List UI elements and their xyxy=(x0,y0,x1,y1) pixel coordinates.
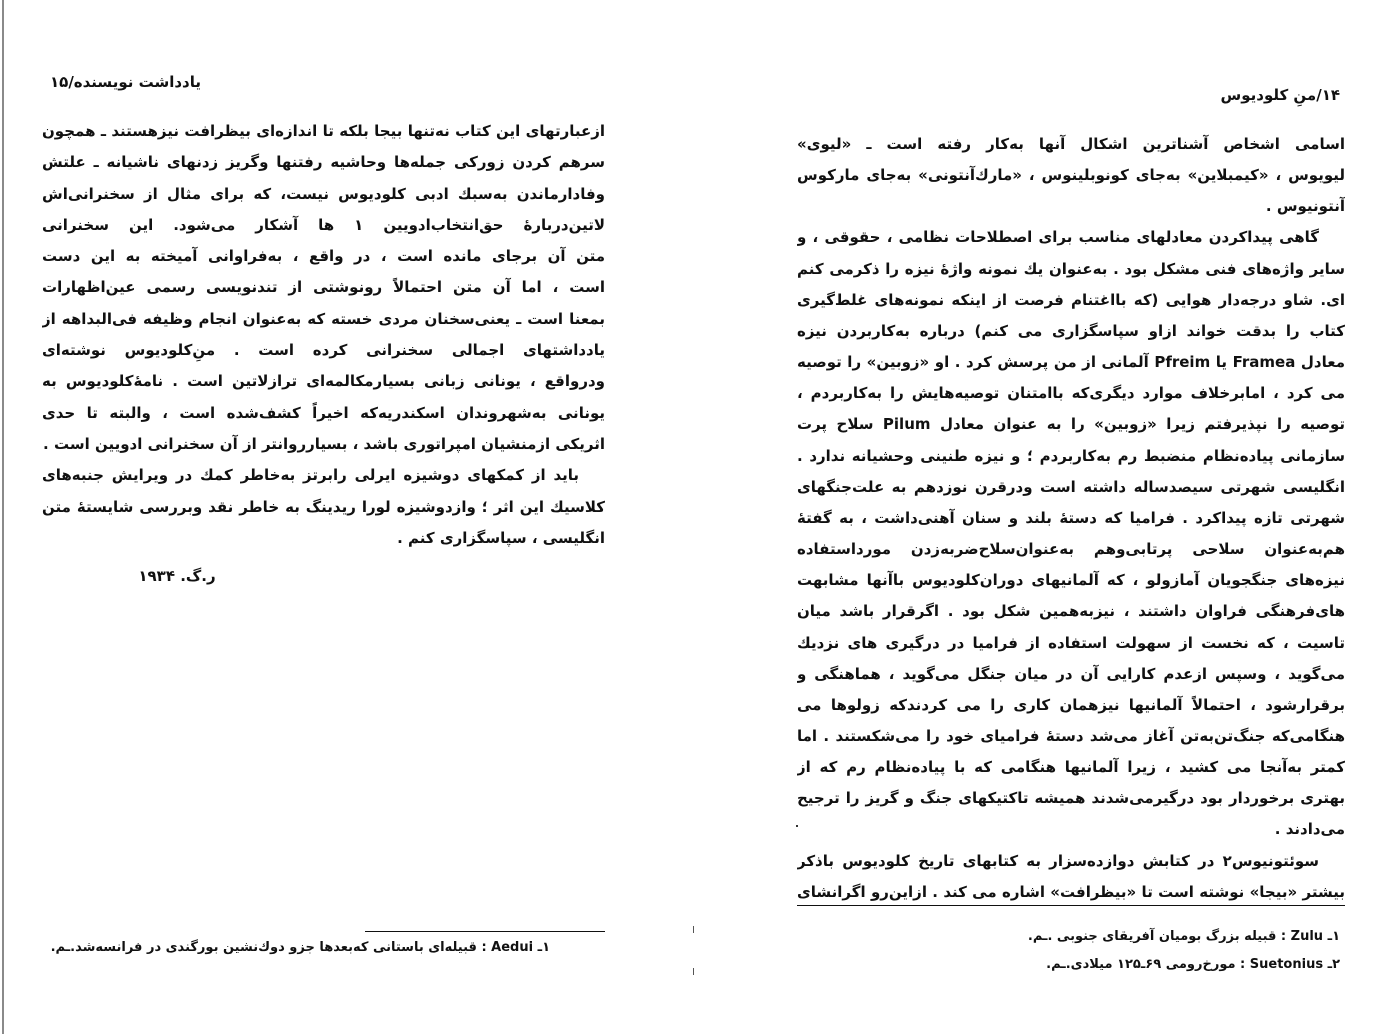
scan-mark xyxy=(693,968,694,975)
right-body-line: بهتری برخوردار بود درگیرمی‌شدند همیشه تاکتیکهای جنگ و گریز را ترجیح xyxy=(797,789,1345,808)
right-footnote-2: ۲ـ Suetonius : مورخ‌رومی ۶۹ـ۱۲۵ میلادی.ـم. xyxy=(1046,957,1340,972)
left-footnote-rule xyxy=(365,931,605,932)
right-body-line: شهرتی تازه پیداکرد . فرامیا که دستهٔ بلند و سنان آهنی‌داشت ، به گفتهٔ xyxy=(797,508,1345,527)
left-body-line: متن آن برجای مانده است ، در واقع ، به‌فراوانی آمیخته به این دست xyxy=(42,247,605,266)
right-body-line: توصیه را نپذیرفتم زیرا «زوبین» را به عنوان معادل Pilum سلاح پرت xyxy=(797,415,1345,434)
left-body-line: ازعبارتهای این کتاب نه‌تنها بیجا بلکه تا اندازه‌ای بیظرافت نیزهستند ـ همچون xyxy=(42,122,605,140)
right-body-line: هنگامی‌که جنگ‌تن‌به‌تن آغاز می‌شد دستهٔ فرامیای خود را می‌شکستند . اما xyxy=(797,726,1345,745)
left-body-line: اثریکی ازمنشیان امپراتوری باشد ، بسیارروانتر از آن سخنرانی ادویین است . xyxy=(43,434,605,453)
left-body-line: بمعنا است ـ یعنی‌سخنان مردی خسته که به‌عنوان انجام وظیفه فی‌البداهه از xyxy=(42,309,605,328)
right-body-line: برقرارشود ، احتمالاً آلمانیها نیزهمان کاری را می کردندکه زولوها می xyxy=(797,695,1345,714)
right-body-line: کتاب را بدقت خواند ازاو سپاسگزاری می کنم) درباره به‌کاربردن نیزه xyxy=(797,321,1345,340)
right-body-line: تاسیت ، که نخست از سهولت استفاده از فرامیا در درگیری های نزدیك xyxy=(797,633,1345,652)
left-body-line: کلاسیك این اثر ؛ وازدوشیزه لورا ریدینگ به خاطر نقد وبررسی شایستهٔ متن xyxy=(42,497,605,516)
left-body-line: است ، اما آن متن احتمالاً رونوشتی از تندنویسی رسمی عین‌اظهارات xyxy=(42,278,605,297)
left-body-line: ودرواقع ، یونانی زبانی بسیارمکالمه‌ای ترازلاتین است . نامهٔ‌کلودیوس به xyxy=(42,372,605,391)
right-footnote-rule xyxy=(797,905,1345,906)
left-body-line: لاتین‌دربارهٔ حق‌انتخاب‌ادویین ۱ ها آشکار می‌شود. این سخنرانی xyxy=(42,215,605,234)
right-body-line: کمتر به‌آنجا می کشید ، زیرا آلمانیها هنگامی که با پیاده‌نظام رم که از xyxy=(797,758,1345,777)
right-body-line: سوئتونیوس۲ در کتابش دوازده‌سزار به کتابهای تاریخ کلودیوس باذکر xyxy=(797,851,1319,870)
right-body-line: سایر واژه‌های فنی مشکل بود . به‌عنوان یك نمونه واژهٔ نیزه را ذکرمی کنم xyxy=(797,259,1345,278)
right-footnote-1: ۱ـ Zulu : قبیله بزرگ بومیان آفریقای جنوبی .ـم. xyxy=(1027,929,1340,944)
right-body-line: اسامی اشخاص آشناترین اشکال آنها به‌کار رفته است ـ «لیوی» xyxy=(797,135,1345,153)
scan-edge-line xyxy=(2,0,4,1034)
left-page-body xyxy=(42,116,605,554)
right-body-line: هم‌به‌عنوان سلاحی پرتابی‌وهم به‌عنوان‌سلاح‌ضربه‌زدن مورداستفاده xyxy=(797,540,1345,559)
left-body-line: وفادارماندن به‌سبك ادبی کلودیوس نیست، که برای مثال از سخنرانی‌اش xyxy=(42,184,605,203)
right-page-header: ۱۴/منِ کلودیوس xyxy=(1220,86,1340,104)
scan-dot xyxy=(796,825,798,827)
right-body-line: ای. شاو درجه‌دار هوایی (که بااغتنام فرصت از اینکه نمونه‌های غلط‌گیری xyxy=(797,290,1345,309)
left-body-line: یادداشتهای اجمالی سخنرانی کرده است . منِ‌کلودیوس نوشته‌ای xyxy=(42,341,605,360)
right-body-line: انگلیسی شهرتی سیصدساله داشته است ودرقرن نوزدهم به علت‌جنگهای xyxy=(797,477,1345,496)
right-body-line: نیزه‌های جنگجویان آمازولو ، که آلمانیهای دوران‌کلودیوس باآنها مشابهت xyxy=(797,571,1345,590)
right-body-line: بیشتر «بیجا» نوشته است تا «بیظرافت» اشاره می کند . ازاین‌رو اگرانشای xyxy=(797,882,1345,901)
left-body-line: انگلیسی ، سپاسگزاری کنم . xyxy=(397,528,605,547)
right-body-line: می‌دادند . xyxy=(1274,820,1345,839)
right-page-body xyxy=(797,129,1345,908)
right-body-line: می کرد ، امابرخلاف موارد دیگری‌که باامتنان توصیه‌هایش را به‌کاربردم ، xyxy=(797,384,1345,403)
author-signature: ر.گ. ۱۹۳۴ xyxy=(138,567,216,585)
left-body-line: یونانی به‌شهروندان اسکندریه‌که اخیراً کشف‌شده است ، والبته تا حدی xyxy=(42,403,605,422)
left-page-header: یادداشت نویسنده/۱۵ xyxy=(50,73,202,91)
right-body-line: می‌گوید ، وسپس ازعدم کارایی آن در میان جنگل می‌گوید ، هماهنگی و xyxy=(797,664,1345,683)
right-body-line: معادل Framea یا Pfreim آلمانی از من پرسش کرد . او «زوبین» را توصیه xyxy=(797,353,1345,372)
right-body-line: لیویوس ، «کیمبلاین» به‌جای کونوبلینوس ، «مارك‌آنتونی» به‌جای مارکوس xyxy=(797,166,1345,185)
right-body-line: گاهی پیداکردن معادلهای مناسب برای اصطلاحات نظامی ، حقوقی ، و xyxy=(797,228,1319,247)
left-body-line: باید از کمکهای دوشیزه ایرلی رابرتز به‌خاطر کمك در ویرایش جنبه‌های xyxy=(42,466,579,485)
left-body-line: سرهم کردن زورکی جمله‌ها وحاشیه رفتنها وگریز زدنهای ناشیانه ـ علتش xyxy=(42,153,605,172)
right-body-line: های‌فرهنگی فراوان داشتند ، نیزبه‌همین شکل بود . اگرقرار باشد میان xyxy=(797,602,1345,621)
right-body-line: آنتونیوس . xyxy=(1265,197,1345,216)
left-footnote: ۱ـ Aedui : قبیله‌ای باستانی که‌بعدها جزو دوك‌نشین بورگندی در فرانسه‌شد.ـم. xyxy=(50,940,550,955)
scan-mark xyxy=(693,926,694,933)
right-body-line: سازمانی پیاده‌نظام منضبط رم به‌کاربردم ؛ و نیزه طنینی وحشیانه ندارد . xyxy=(797,446,1345,465)
